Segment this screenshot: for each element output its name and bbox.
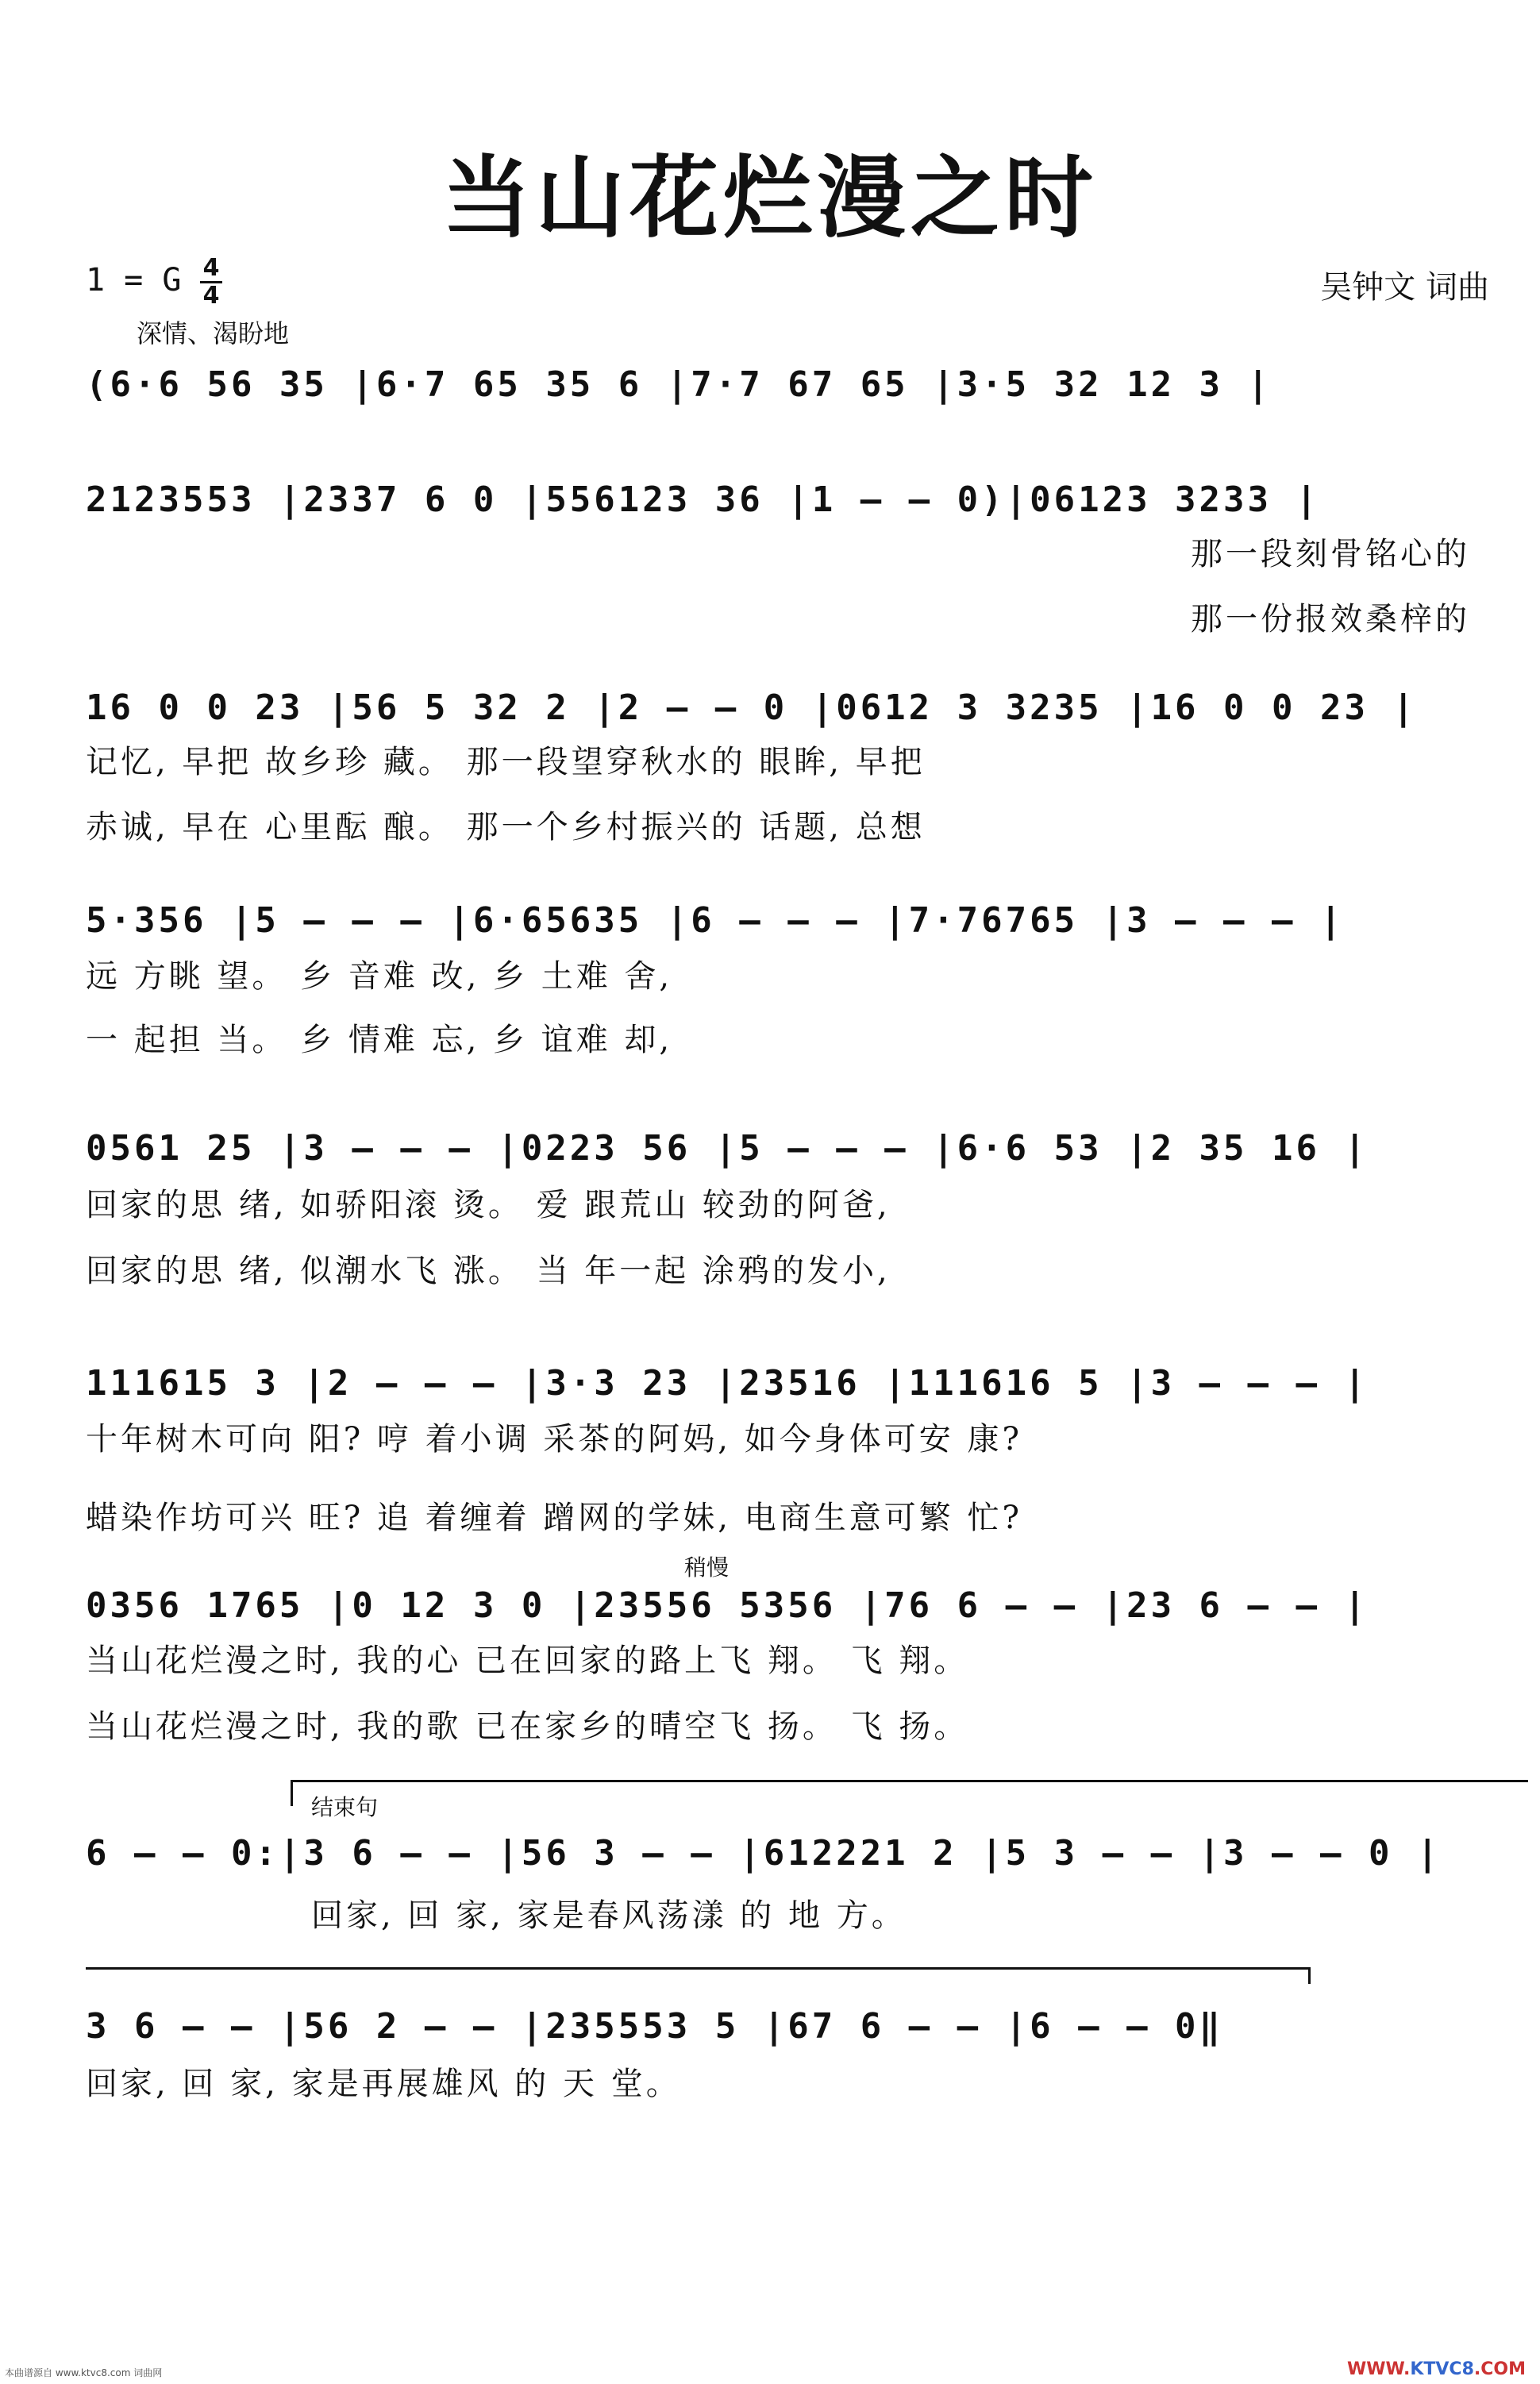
time-signature-bottom: 4 xyxy=(200,281,222,309)
lyric-row-6-verse-2: 蜡染作坊可兴 旺? 追 着缠着 蹭网的学妹, 电商生意可繁 忙? xyxy=(86,1500,1022,1536)
song-title: 当山花烂漫之时 xyxy=(442,146,1098,250)
footer-site-logo xyxy=(1347,2359,1526,2379)
right-edge-watermark xyxy=(1526,0,1540,2384)
ending-marking: 结束句 xyxy=(311,1794,379,1820)
footer-url-prefix: WWW. xyxy=(1346,2359,1411,2379)
lyric-row-3-verse-2: 赤诚, 早在 心里酝 酿。 那一个乡村振兴的 话题, 总想 xyxy=(86,809,926,845)
notation-row-9: 3 6 — — |56 2 — — |235553 5 |67 6 — — |6 — — 0‖ xyxy=(86,2006,1224,2047)
lyric-row-5-verse-1: 回家的思 绪, 如骄阳滚 烫。 爱 跟荒山 较劲的阿爸, xyxy=(86,1187,891,1223)
notation-row-6: 111615 3 |2 — — — |3·3 23 |23516 |111616 5 |3 — — — | xyxy=(86,1363,1369,1404)
notation-row-8: 6 — — 0:|3 6 — — |56 3 — — |612221 2 |5 3 — — |3 — — 0 | xyxy=(86,1833,1442,1874)
lyric-row-2-verse-2: 那一份报效桑梓的 xyxy=(1191,601,1470,637)
notation-row-2: 2123553 |2337 6 0 |556123 36 |1 — — 0)|06123 3233 | xyxy=(86,479,1321,520)
footer-source: 本曲谱源自 www.ktvc8.com 词曲网 xyxy=(5,2367,163,2378)
lyric-row-3-verse-1: 记忆, 早把 故乡珍 藏。 那一段望穿秋水的 眼眸, 早把 xyxy=(86,744,926,780)
notation-row-5: 0561 25 |3 — — — |0223 56 |5 — — — |6·6 53 |2 35 16 | xyxy=(86,1128,1369,1169)
notation-row-3: 16 0 0 23 |56 5 32 2 |2 — — 0 |0612 3 3235 |16 0 0 23 | xyxy=(86,687,1417,728)
lyric-row-9: 回家, 回 家, 家是再展雄风 的 天 堂。 xyxy=(86,2066,681,2102)
notation-row-7: 0356 1765 |0 12 3 0 |23556 5356 |76 6 — — |23 6 — — | xyxy=(86,1585,1369,1626)
left-edge-watermark xyxy=(0,0,14,2384)
ending-bracket-2 xyxy=(86,1967,1311,1984)
lyric-row-7-verse-1: 当山花烂漫之时, 我的心 已在回家的路上飞 翔。 飞 翔。 xyxy=(86,1643,969,1679)
lyric-row-7-verse-2: 当山花烂漫之时, 我的歌 已在家乡的晴空飞 扬。 飞 扬。 xyxy=(86,1708,969,1745)
lyric-row-2-verse-1: 那一段刻骨铭心的 xyxy=(1191,536,1470,572)
time-signature xyxy=(200,256,222,309)
lyric-row-4-verse-2: 一 起担 当。 乡 情难 忘, 乡 谊难 却, xyxy=(86,1022,673,1058)
ending-bracket xyxy=(291,1780,1528,1806)
lyric-row-5-verse-2: 回家的思 绪, 似潮水飞 涨。 当 年一起 涂鸦的发小, xyxy=(86,1253,891,1289)
time-signature-top: 4 xyxy=(202,254,220,282)
tempo-marking: 深情、渴盼地 xyxy=(137,318,290,349)
notation-row-4: 5·356 |5 — — — |6·65635 |6 — — — |7·76765 |3 — — — | xyxy=(86,900,1345,941)
footer-url-suffix: .COM xyxy=(1473,2359,1526,2379)
notation-row-1: (6·6 56 35 |6·7 65 35 6 |7·7 67 65 |3·5 32 12 3 | xyxy=(86,364,1272,405)
key-signature: 1 = G xyxy=(86,262,182,298)
lyric-row-6-verse-1: 十年树木可向 阳? 哼 着小调 采茶的阿妈, 如今身体可安 康? xyxy=(86,1421,1022,1458)
composer-credit: 吴钟文 词曲 xyxy=(1320,269,1489,306)
lyric-row-4-verse-1: 远 方眺 望。 乡 音难 改, 乡 土难 舍, xyxy=(86,958,673,995)
footer-url-brand: KTVC8 xyxy=(1410,2359,1474,2379)
slower-marking: 稍慢 xyxy=(684,1554,730,1581)
lyric-row-8: 回家, 回 家, 家是春风荡漾 的 地 方。 xyxy=(311,1897,907,1934)
